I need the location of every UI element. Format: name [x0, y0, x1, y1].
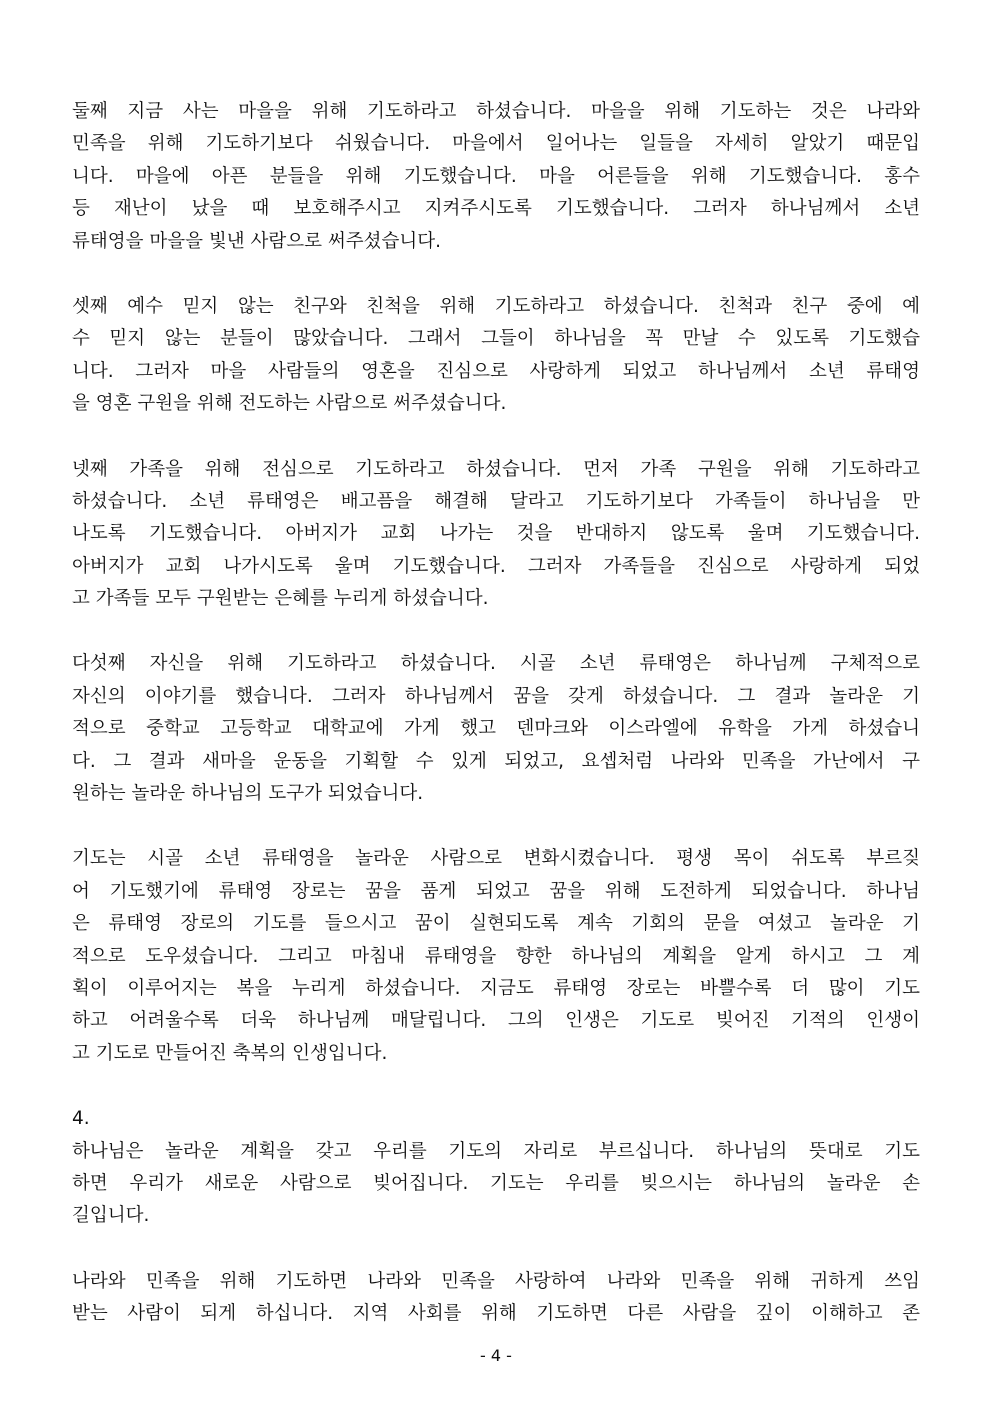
text-line: 나라와 민족을 위해 기도하면 나라와 민족을 사랑하여 나라와 민족을 위해 귀하게 쓰임	[72, 1270, 920, 1292]
text-line: 민족을 위해 기도하기보다 쉬웠습니다. 마을에서 일어나는 일들을 자세히 알았기 때문입	[72, 133, 920, 155]
text-line: 어 기도했기에 류태영 장로는 꿈을 품게 되었고 꿈을 위해 도전하게 되었습니다. 하나님	[72, 880, 920, 902]
text-line: 아버지가 교회 나가시도록 울며 기도했습니다. 그러자 가족들을 진심으로 사랑하게 되었	[72, 555, 920, 577]
text-line: 등 재난이 났을 때 보호해주시고 지켜주시도록 기도했습니다. 그러자 하나님께서 소년	[72, 198, 920, 220]
text-line: 고 기도로 만들어진 축복의 인생입니다.	[72, 1042, 388, 1064]
text-line: 니다. 마을에 아픈 분들을 위해 기도했습니다. 마을 어른들을 위해 기도했습니다. 홍수	[72, 165, 920, 187]
text-line: 자신의 이야기를 했습니다. 그러자 하나님께서 꿈을 갖게 하셨습니다. 그 결과 놀라운 기	[72, 685, 920, 707]
text-line: 셋째 예수 믿지 않는 친구와 친척을 위해 기도하라고 하셨습니다. 친척과 친구 중에 예	[72, 295, 920, 317]
text-line: 수 믿지 않는 분들이 많았습니다. 그래서 그들이 하나님을 꼭 만날 수 있도록 기도했습	[72, 328, 920, 350]
text-line: 적으로 도우셨습니다. 그리고 마침내 류태영을 향한 하나님의 계획을 알게 하시고 그 계	[72, 945, 920, 967]
paragraph-second-prayer	[72, 96, 920, 258]
page-number: - 4 -	[480, 1346, 512, 1365]
text-line: 받는 사람이 되게 하십니다. 지역 사회를 위해 기도하면 다른 사람을 깊이 이해하고 존	[72, 1303, 920, 1325]
text-line: 둘째 지금 사는 마을을 위해 기도하라고 하셨습니다. 마을을 위해 기도하는 것은 나라와	[72, 101, 920, 122]
paragraph-fourth-prayer	[72, 454, 920, 616]
text-line: 니다. 그러자 마을 사람들의 영혼을 진심으로 사랑하게 되었고 하나님께서 소년 류태영	[72, 360, 920, 382]
text-line: 다섯째 자신을 위해 기도하라고 하셨습니다. 시골 소년 류태영은 하나님께 구체적으로	[72, 653, 920, 675]
text-line: 류태영을 마을을 빛낸 사람으로 써주셨습니다.	[72, 230, 441, 252]
text-line: 하고 어려울수록 더욱 하나님께 매달립니다. 그의 인생은 기도로 빚어진 기적의 인생이	[72, 1010, 920, 1032]
paragraph-third-prayer	[72, 291, 920, 421]
text-line: 적으로 중학교 고등학교 대학교에 가게 했고 덴마크와 이스라엘에 유학을 가게 하셨습니	[72, 718, 920, 740]
paragraph-section-4-continued	[72, 1266, 920, 1331]
text-line: 다. 그 결과 새마을 운동을 기획할 수 있게 되었고, 요셉처럼 나라와 민족을 가난에서 구	[72, 750, 920, 772]
text-line: 을 영혼 구원을 위해 전도하는 사람으로 써주셨습니다.	[72, 393, 507, 415]
paragraph-section-4-intro	[72, 1136, 920, 1233]
paragraph-prayer-summary	[72, 843, 920, 1070]
text-line: 하나님은 놀라운 계획을 갖고 우리를 기도의 자리로 부르십니다. 하나님의 뜻대로 기도	[72, 1140, 920, 1162]
text-line: 하면 우리가 새로운 사람으로 빚어집니다. 기도는 우리를 빚으시는 하나님의 놀라운 손	[72, 1172, 920, 1194]
text-line: 넷째 가족을 위해 전심으로 기도하라고 하셨습니다. 먼저 가족 구원을 위해 기도하라고	[72, 458, 920, 480]
text-line: 은 류태영 장로의 기도를 들으시고 꿈이 실현되도록 계속 기회의 문을 여셨고 놀라운 기	[72, 913, 920, 935]
section-number: 4.	[72, 1108, 90, 1130]
text-line: 길입니다.	[72, 1205, 150, 1227]
text-line: 기도는 시골 소년 류태영을 놀라운 사람으로 변화시켰습니다. 평생 목이 쉬도록 부르짖	[72, 848, 920, 870]
text-line: 나도록 기도했습니다. 아버지가 교회 나가는 것을 반대하지 않도록 울며 기도했습니다.	[72, 523, 920, 545]
text-line: 하셨습니다. 소년 류태영은 배고픔을 해결해 달라고 기도하기보다 가족들이 하나님을 만	[72, 490, 920, 512]
paragraph-fifth-prayer	[72, 648, 920, 810]
body-text	[72, 96, 920, 1364]
text-line: 원하는 놀라운 하나님의 도구가 되었습니다.	[72, 783, 424, 805]
text-line: 획이 이루어지는 복을 누리게 하셨습니다. 지금도 류태영 장로는 바쁠수록 더 많이 기도	[72, 977, 920, 999]
text-line: 고 가족들 모두 구원받는 은혜를 누리게 하셨습니다.	[72, 588, 489, 610]
